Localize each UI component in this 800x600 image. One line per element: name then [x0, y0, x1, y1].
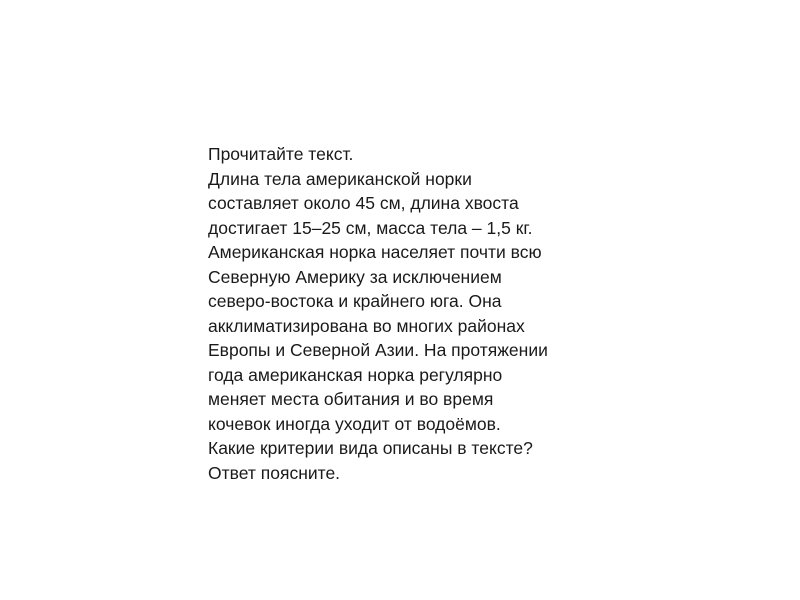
question-line: Какие критерии вида описаны в тексте? — [208, 438, 533, 458]
text-line: составляет около 45 см, длина хвоста — [208, 193, 519, 213]
text-line: достигает 15–25 см, масса тела – 1,5 кг. — [208, 217, 533, 238]
text-line: Европы и Северной Азии. На протяжении — [208, 340, 548, 360]
text-line: Северную Америку за исключением — [208, 266, 502, 287]
text-line: меняет места обитания и во время — [208, 389, 494, 409]
instruction-line: Прочитайте текст. — [208, 144, 354, 164]
text-line: кочевок иногда уходит от водоёмов. — [208, 413, 501, 434]
text-line: Американская норка населяет почти всю — [208, 242, 542, 262]
text-line: года американская норка регулярно — [208, 364, 503, 385]
text-line: акклиматизирована во многих районах — [208, 315, 525, 336]
text-line: Длина тела американской норки — [208, 168, 472, 189]
question-line: Ответ поясните. — [208, 462, 341, 483]
task-text — [208, 142, 608, 485]
text-line: северо-востока и крайнего юга. Она — [208, 291, 502, 311]
